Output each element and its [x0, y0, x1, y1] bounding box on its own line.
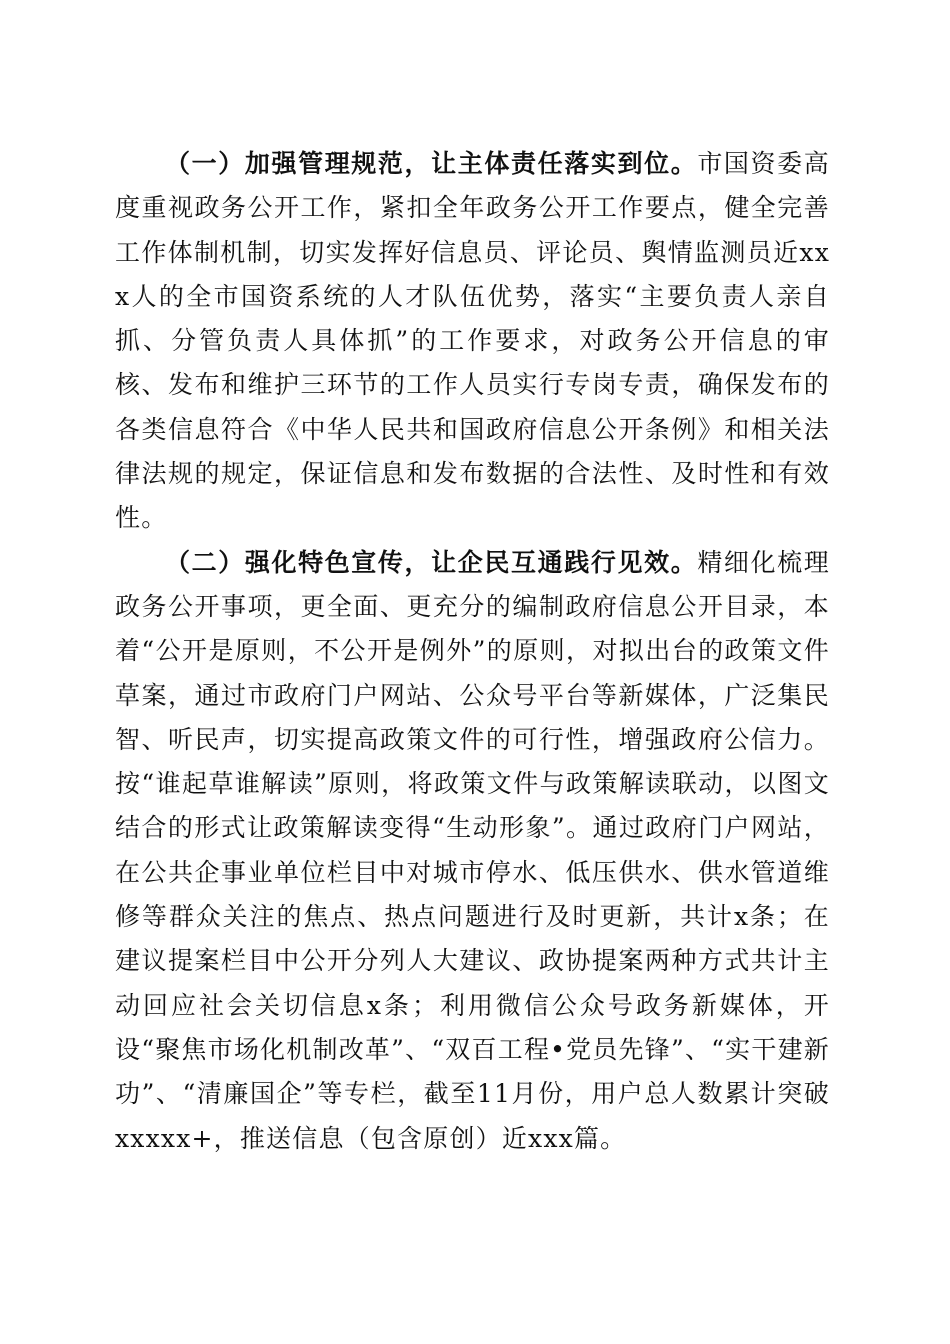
paragraph-1-heading: （一）加强管理规范，让主体责任落实到位。: [165, 149, 698, 178]
paragraph-2-text: 精细化梳理政务公开事项，更全面、更充分的编制政府信息公开目录，本着“公开是原则，不公开是例外”的原则，对拟出台的政策文件草案，通过市政府门户网站、公众号平台等新媒体，广泛集民智、听民声，切实提高政策文件的可行性，增强政府公信力。按“谁起草谁解读”原则，将政策文件与政策解读联动，以图文结合的形式让政策解读变得“生动形象”。通过政府门户网站，在公共企事业单位栏目中对城市停水、低压供水、供水管道维修等群众关注的焦点、热点问题进行及时更新，共计x条；在建议提案栏目中公开分列人大建议、政协提案两种方式共计主动回应社会关切信息x条；利用微信公众号政务新媒体，开设“聚焦市场化机制改革”、“双百工程•党员先锋”、“实干建新功”、“清廉国企”等专栏，截至11月份，用户总人数累计突破xxxxx+，推送信息（包含原创）近xxx篇。: [115, 547, 830, 1153]
paragraph-2-heading: （二）强化特色宣传，让企民互通践行见效。: [165, 547, 698, 577]
document-body: [115, 142, 830, 1161]
paragraph-1: [115, 142, 830, 541]
paragraph-2: [115, 541, 830, 1161]
paragraph-1-text: 市国资委高度重视政务公开工作，紧扣全年政务公开工作要点，健全完善工作体制机制，切实发挥好信息员、评论员、舆情监测员近xxx人的全市国资系统的人才队伍优势，落实“主要负责人亲自抓、分管负责人具体抓”的工作要求，对政务公开信息的审核、发布和维护三环节的工作人员实行专岗专责，确保发布的各类信息符合《中华人民共和国政府信息公开条例》和相关法律法规的规定，保证信息和发布数据的合法性、及时性和有效性。: [115, 149, 830, 533]
